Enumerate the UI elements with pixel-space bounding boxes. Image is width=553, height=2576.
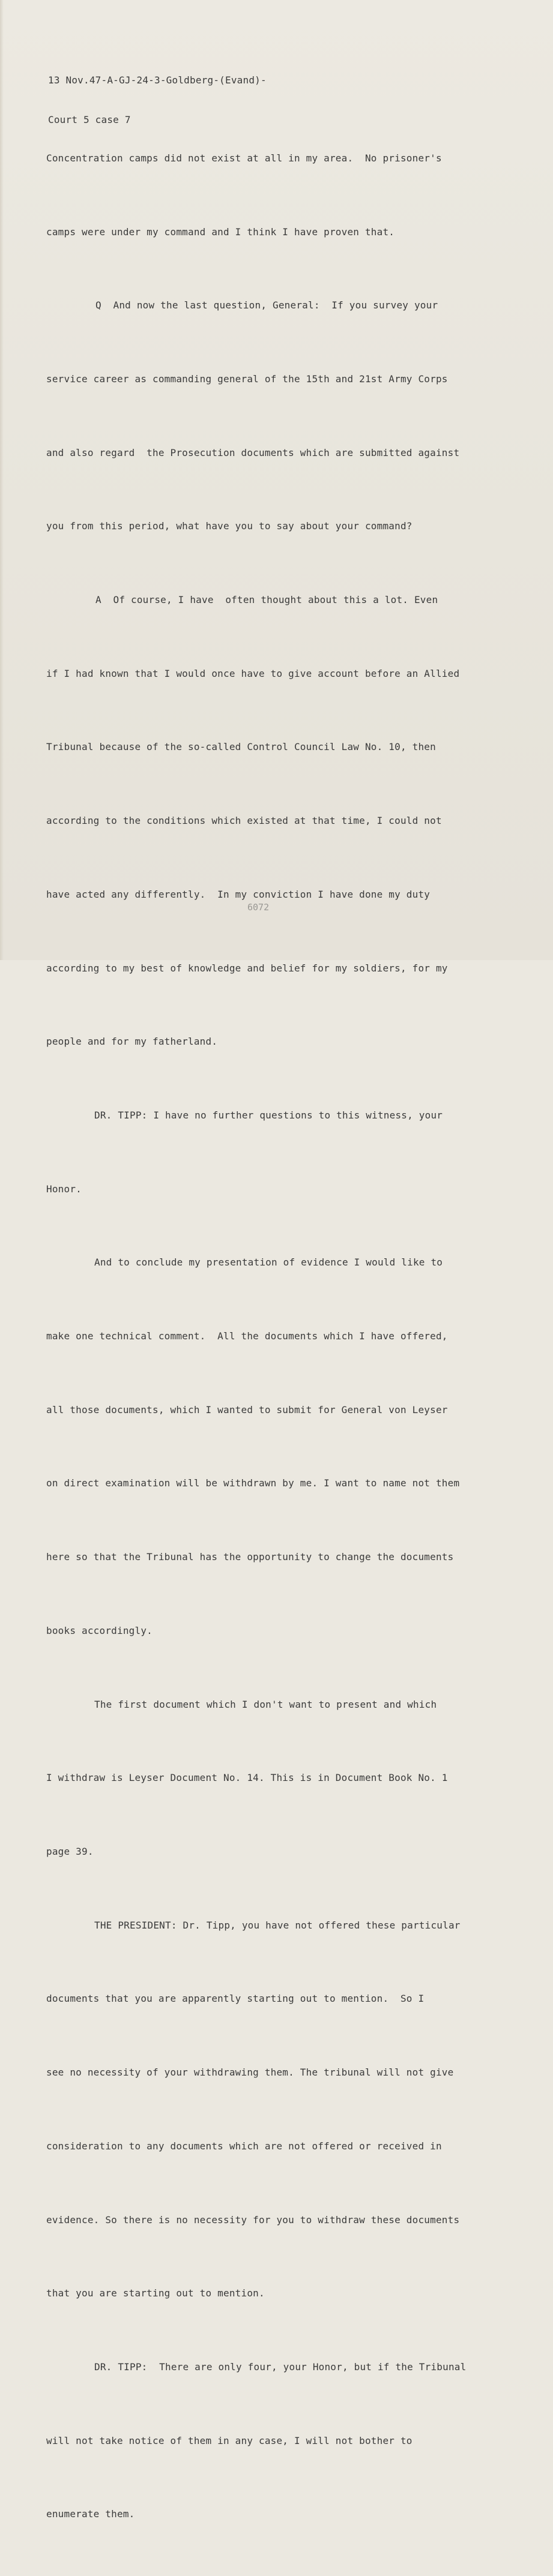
header-line-1: 13 Nov.47-A-GJ-24-3-Goldberg-(Evand)- — [48, 74, 267, 86]
text-line: I withdraw is Leyser Document No. 14. This is in Document Book No. 1 — [46, 1772, 448, 1784]
text-line: people and for my fatherland. — [46, 1036, 218, 1048]
text-line: according to the conditions which existed at that time, I could not — [46, 815, 442, 827]
text-line: consideration to any documents which are not offered or received in — [46, 2140, 442, 2152]
text-line: enumerate them. — [46, 2508, 135, 2520]
text-line: service career as commanding general of the 15th and 21st Army Corps — [46, 373, 448, 385]
text-line: camps were under my command and I think I have proven that. — [46, 226, 395, 238]
header-line-2: Court 5 case 7 — [48, 114, 131, 125]
text-line: DR. TIPP: I have no further questions to this witness, your — [94, 1109, 443, 1121]
text-line: Concentration camps did not exist at all in my area. No prisoner's — [46, 152, 442, 164]
text-line: evidence. So there is no necessity for you to withdraw these documents — [46, 2214, 460, 2226]
text-line: you from this period, what have you to say about your command? — [46, 520, 412, 532]
text-line: The first document which I don't want to present and which — [94, 1698, 437, 1710]
text-line: make one technical comment. All the documents which I have offered, — [46, 1330, 448, 1342]
text-line: if I had known that I would once have to give account before an Allied — [46, 667, 460, 679]
text-line: Honor. — [46, 1183, 82, 1195]
text-line: A Of course, I have often thought about this a lot. Even — [95, 594, 438, 606]
text-line: that you are starting out to mention. — [46, 2287, 265, 2299]
text-line: will not take notice of them in any case, I will not bother to — [46, 2434, 412, 2446]
text-line: books accordingly. — [46, 1624, 153, 1636]
text-line: have acted any differently. In my conviction I have done my duty — [46, 888, 431, 900]
text-line: all those documents, which I wanted to submit for General von Leyser — [46, 1404, 448, 1416]
text-line: on direct examination will be withdrawn by me. I want to name not them — [46, 1477, 460, 1489]
text-line: page 39. — [46, 1845, 94, 1857]
text-line: according to my best of knowledge and belief for my soldiers, for my — [46, 962, 448, 974]
page-number: 6072 — [247, 902, 270, 913]
text-line: here so that the Tribunal has the opportunity to change the documents — [46, 1551, 454, 1563]
page-edge-shadow — [0, 0, 4, 960]
text-line: Q And now the last question, General: If you survey your — [95, 299, 438, 311]
text-line: THE PRESIDENT: Dr. Tipp, you have not offered these particular — [94, 1919, 461, 1931]
text-line: Tribunal because of the so-called Control Council Law No. 10, then — [46, 741, 436, 753]
transcript-body — [46, 97, 466, 2576]
text-line: And to conclude my presentation of evidence I would like to — [94, 1256, 443, 1268]
text-line: DR. TIPP: There are only four, your Honor, but if the Tribunal — [94, 2361, 467, 2373]
text-line: and also regard the Prosecution documents which are submitted against — [46, 446, 460, 458]
text-line: documents that you are apparently starting out to mention. So I — [46, 1993, 425, 2005]
text-line: see no necessity of your withdrawing them. The tribunal will not give — [46, 2067, 454, 2079]
